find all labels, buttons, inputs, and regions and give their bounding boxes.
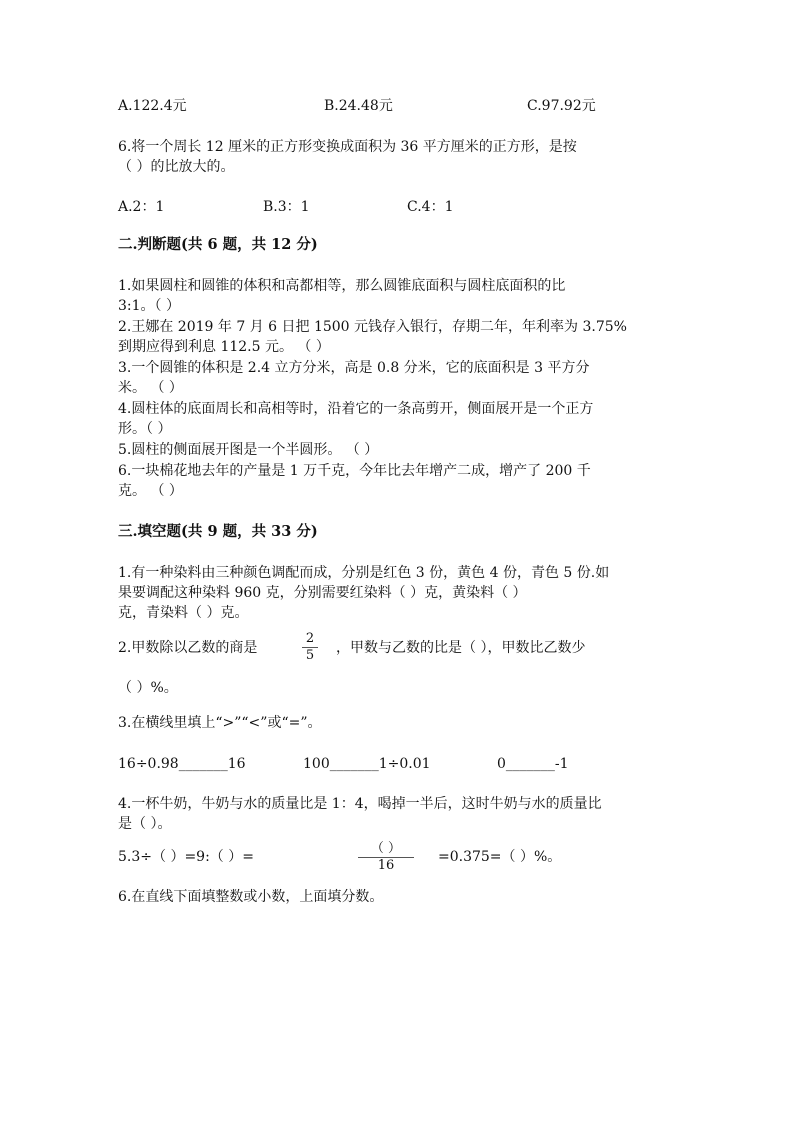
s3-q1-line-2: 果要调配这种染料 960 克，分别需要红染料（ ）克，黄染料（ ） <box>118 585 527 601</box>
q6-line-1: 6.将一个周长 12 厘米的正方形变换成面积为 36 平方厘米的正方形，是按 <box>118 139 577 155</box>
s2-line-6: 米。 （ ） <box>118 380 183 396</box>
section2-title: 二.判断题(共 6 题，共 12 分) <box>118 236 318 253</box>
s3-q5-part-b: =0.375=（ ）%。 <box>438 849 562 865</box>
q6-option-b: B.3：1 <box>263 199 310 215</box>
s3-q4-line-1: 4.一杯牛奶，牛奶与水的质量比是 1：4，喝掉一半后，这时牛奶与水的质量比 <box>118 796 602 812</box>
s3-q3-title: 3.在横线里填上“>”“<”或“=”。 <box>118 715 322 731</box>
q5-fraction-denominator: 16 <box>377 858 395 873</box>
q5-fraction-numerator: （ ） <box>370 841 402 856</box>
s3-q3-item-1: 16÷0.98_______16 <box>118 756 246 772</box>
s2-line-2: 3:1。（ ） <box>118 298 180 314</box>
q2-fraction-numerator: 2 <box>305 631 315 646</box>
s2-line-4: 到期应得到利息 112.5 元。 （ ） <box>118 339 330 355</box>
q6-option-a: A.2：1 <box>118 199 165 215</box>
s2-line-1: 1.如果圆柱和圆锥的体积和高都相等，那么圆锥底面积与圆柱底面积的比 <box>118 278 566 294</box>
s2-line-10: 6.一块棉花地去年的产量是 1 万千克，今年比去年增产二成，增产了 200 千 <box>118 463 591 479</box>
s3-q1-line-3: 克，青染料（ ）克。 <box>118 605 249 621</box>
q2-fraction <box>302 632 318 663</box>
q5-option-b: B.24.48元 <box>324 98 393 114</box>
s3-q2-part-c: （ ）%。 <box>118 680 178 696</box>
s2-line-8: 形。（ ） <box>118 421 172 437</box>
s2-line-5: 3.一个圆锥的体积是 2.4 立方分米，高是 0.8 分米，它的底面积是 3 平方分 <box>118 360 590 376</box>
q6-option-c: C.4：1 <box>407 199 454 215</box>
q5-option-c: C.97.92元 <box>527 98 596 114</box>
q5-option-a: A.122.4元 <box>118 98 187 114</box>
s3-q1-line-1: 1.有一种染料由三种颜色调配而成，分别是红色 3 份，黄色 4 份，青色 5 份.如 <box>118 565 610 581</box>
s3-q6: 6.在直线下面填整数或小数，上面填分数。 <box>118 889 384 905</box>
s2-line-11: 克。 （ ） <box>118 483 183 499</box>
s2-line-9: 5.圆柱的侧面展开图是一个半圆形。 （ ） <box>118 442 379 458</box>
q6-line-2: （ ）的比放大的。 <box>118 159 235 175</box>
section3-title: 三.填空题(共 9 题，共 33 分) <box>118 523 318 540</box>
s3-q5-part-a: 5.3÷（ ）=9:（ ）= <box>118 849 254 865</box>
s3-q4-line-2: 是（ ）。 <box>118 816 172 832</box>
s2-line-7: 4.圆柱体的底面周长和高相等时，沿着它的一条高剪开，侧面展开是一个正方 <box>118 401 594 417</box>
s3-q2-part-a: 2.甲数除以乙数的商是 <box>118 640 258 656</box>
s3-q2-part-b: ，甲数与乙数的比是（ ），甲数比乙数少 <box>336 640 586 656</box>
s3-q3-item-2: 100_______1÷0.01 <box>303 756 431 772</box>
s2-line-3: 2.王娜在 2019 年 7 月 6 日把 1500 元钱存入银行，存期二年，年利率为 3.75% <box>118 319 627 335</box>
q5-fraction <box>358 842 414 873</box>
q2-fraction-denominator: 5 <box>305 648 315 663</box>
s3-q3-item-3: 0_______-1 <box>497 756 569 772</box>
